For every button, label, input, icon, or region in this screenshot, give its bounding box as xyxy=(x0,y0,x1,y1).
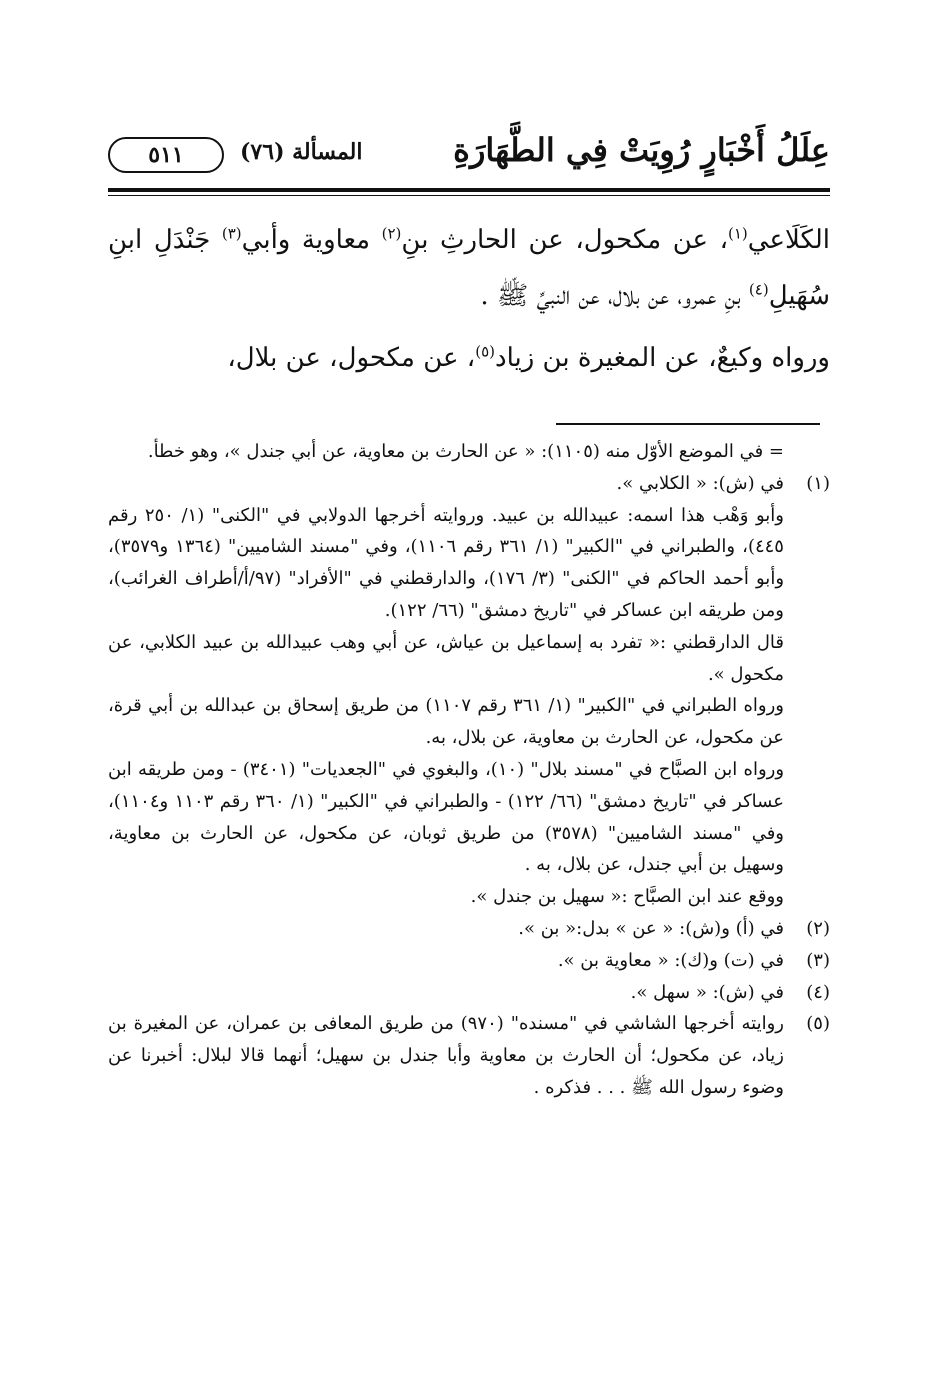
text-run: ورواه وكيعٌ، عن المغيرة بن زياد xyxy=(494,343,830,373)
footnote-number: (٢) xyxy=(806,917,830,939)
footnote-ref-3: (٣) xyxy=(221,224,242,243)
footnote-body xyxy=(108,977,784,1009)
text-run: جَنْدَلِ ابنِ سُهَيلِ xyxy=(108,225,830,311)
main-text xyxy=(108,212,830,386)
footnote-2 xyxy=(108,913,830,945)
header-rule-thin xyxy=(108,195,830,196)
footnote-ref-1: (١) xyxy=(728,224,748,243)
footnote-4 xyxy=(108,977,830,1009)
footnote-body xyxy=(108,945,784,977)
footnote-body xyxy=(108,1008,784,1103)
footnote-paragraph: في (ش): « الكلابي ». xyxy=(616,472,784,494)
footnote-paragraph: في (أ) و(ش): « عن » بدل:« بن ». xyxy=(518,917,784,939)
footnote-separator xyxy=(556,423,820,425)
footnote-number: (٣) xyxy=(806,949,830,971)
text-run: بنِ عمرو، عن بلال، عن النبيِّ ﷺ . xyxy=(480,281,749,311)
footnote-paragraph: في (ش): « سهل ». xyxy=(630,981,784,1003)
footnote-paragraph: ورواه الطبراني في "الكبير" (١/ ٣٦١ رقم ١١٠٧) من طريق إسحاق بن عبدالله بن أبي قرة، عن مكحول، عن الحارث بن معاوية، عن بلال، به. xyxy=(108,695,785,749)
running-header xyxy=(108,125,830,183)
footnote-paragraph: ورواه ابن الصبَّاح في "مسند بلال" (١٠)، والبغوي في "الجعديات" (٣٤٠١) - ومن طريقه ابن عساكر في "تاريخ دمشق" (٦٦/ ١٢٢) - والطبراني في "الكبير" (١/ ٣٦٠ رقم ١١٠٣ و١١٠٤)، وفي "مسند الشاميين" (٣٥٧٨) من طريق ثوبان، عن مكحول، عن الحارث بن معاوية، وسهيل بن أبي جندل، عن بلال، به . xyxy=(108,758,785,876)
footnote-continuation: = في الموضع الأوّل منه (١١٠٥): « عن الحارث بن معاوية، عن أبي جندل »، وهو خطأ. xyxy=(147,441,784,462)
footnote-paragraph: ووقع عند ابن الصبَّاح :« سهيل بن جندل ». xyxy=(470,886,784,908)
text-run: ، عن مكحول، عن الحارثِ بنِ xyxy=(401,225,728,255)
page-number-badge: ٥١١ xyxy=(108,137,224,173)
footnote-5 xyxy=(108,1008,830,1103)
footnote-paragraph: قال الدارقطني :« تفرد به إسماعيل بن عياش، عن أبي وهب عبيدالله بن عبيد الكلابي، عن مكحول ». xyxy=(108,631,784,685)
footnote-ref-4: (٤) xyxy=(748,280,769,299)
footnote-number: (١) xyxy=(806,472,830,494)
footnotes xyxy=(108,436,830,1104)
footnote-1 xyxy=(108,468,830,913)
footnote-paragraph: في (ت) و(ك): « معاوية بن ». xyxy=(557,949,784,971)
header-rule-thick xyxy=(108,188,830,192)
footnote-body xyxy=(108,468,784,913)
text-run: ، عن مكحول، عن بلال، xyxy=(227,343,476,373)
issue-label: المسألة (٧٦) xyxy=(240,139,363,165)
main-paragraph-2 xyxy=(108,330,830,386)
book-title: عِلَلُ أَخْبَارٍ رُوِيَتْ فِي الطَّهَارَةِ xyxy=(453,131,830,169)
footnote-paragraph: روايته أخرجها الشاشي في "مسنده" (٩٧٠) من طريق المعافى بن عمران، عن المغيرة بن زياد، عن مكحول؛ أن الحارث بن معاوية وأبا جندل بن سهيل؛ أنهما قالا لبلال: أخبرنا عن وضوء رسول الله ﷺ . . . فذكره . xyxy=(108,1013,784,1098)
footnote-number: (٤) xyxy=(806,981,830,1003)
text-run: معاوية وأبي xyxy=(241,225,382,255)
footnote-body xyxy=(108,913,784,945)
footnote-paragraph: وأبو وَهْب هذا اسمه: عبيدالله بن عبيد. وروايته أخرجها الدولابي في "الكنى" (١/ ٢٥٠ رقم ٤٤٥)، والطبراني في "الكبير" (١/ ٣٦١ رقم ١١٠٦)، وفي "مسند الشاميين" (١٣٦٤ و٣٥٧٩)، وأبو أحمد الحاكم في "الكنى" (٣/ ١٧٦)، والدارقطني في "الأفراد" (٩٧/أ/أطراف الغرائب)، ومن طريقه ابن عساكر في "تاريخ دمشق" (٦٦/ ١٢٢). xyxy=(108,504,785,621)
text-run: الكَلَاعي xyxy=(747,225,830,255)
footnote-ref-5: (٥) xyxy=(475,342,495,361)
footnote-3 xyxy=(108,945,830,977)
footnote-number: (٥) xyxy=(806,1013,830,1035)
footnote-ref-2: (٢) xyxy=(381,224,402,243)
main-paragraph-1 xyxy=(108,212,830,324)
